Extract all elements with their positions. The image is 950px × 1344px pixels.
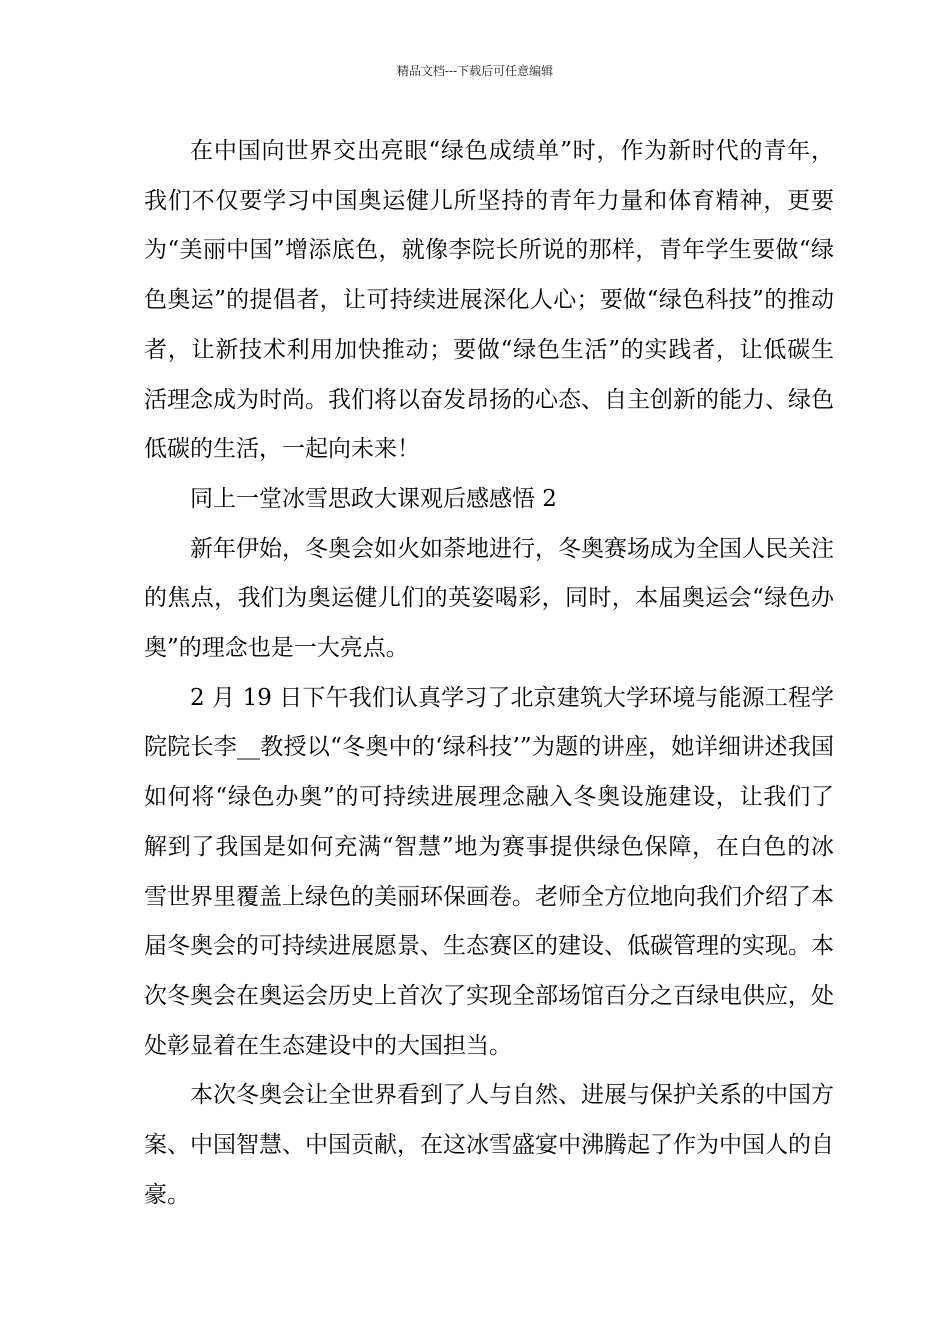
paragraph-3: 2 月 19 日下午我们认真学习了北京建筑大学环境与能源工程学院院长李__教授以“冬奥中的‘绿科技’”为题的讲座，她详细讲述我国如何将“绿色办奥”的可持续进展理念融入冬奥设施建设，让我们了解到了我国是如何充满“智慧”地为赛事提供绿色保障，在白色的冰雪世界里覆盖上绿色的美丽环保画卷。老师全方位地向我们介绍了本届冬奥会的可持续进展愿景、生态赛区的建设、低碳管理的实现。本次冬奥会在奥运会历史上首次了实现全部场馆百分之百绿电供应，处处彰显着在生态建设中的大国担当。 [144, 684, 834, 1059]
paragraph-4: 本次冬奥会让全世界看到了人与自然、进展与保护关系的中国方案、中国智慧、中国贡献，在这冰雪盛宴中沸腾起了作为中国人的自豪。 [144, 1082, 834, 1208]
page-header: 精品文档---下载后可任意编辑 [396, 64, 554, 78]
paragraph-2: 新年伊始，冬奥会如火如荼地进行，冬奥赛场成为全国人民关注的焦点，我们为奥运健儿们的英姿喝彩，同时，本届奥运会“绿色办奥”的理念也是一大亮点。 [144, 535, 834, 662]
paragraph-1: 在中国向世界交出亮眼“绿色成绩单”时，作为新时代的青年，我们不仅要学习中国奥运健儿所坚持的青年力量和体育精神，更要为“美丽中国”增添底色，就像李院长所说的那样，青年学生要做“绿色奥运”的提倡者，让可持续进展深化人心；要做“绿色科技”的推动者，让新技术利用加快推动；要做“绿色生活”的实践者，让低碳生活理念成为时尚。我们将以奋发昂扬的心态、自主创新的能力、绿色低碳的生活，一起向未来！ [144, 138, 834, 463]
document-body [144, 127, 834, 1220]
section-title: 同上一堂冰雪思政大课观后感感悟 2 [190, 485, 557, 512]
